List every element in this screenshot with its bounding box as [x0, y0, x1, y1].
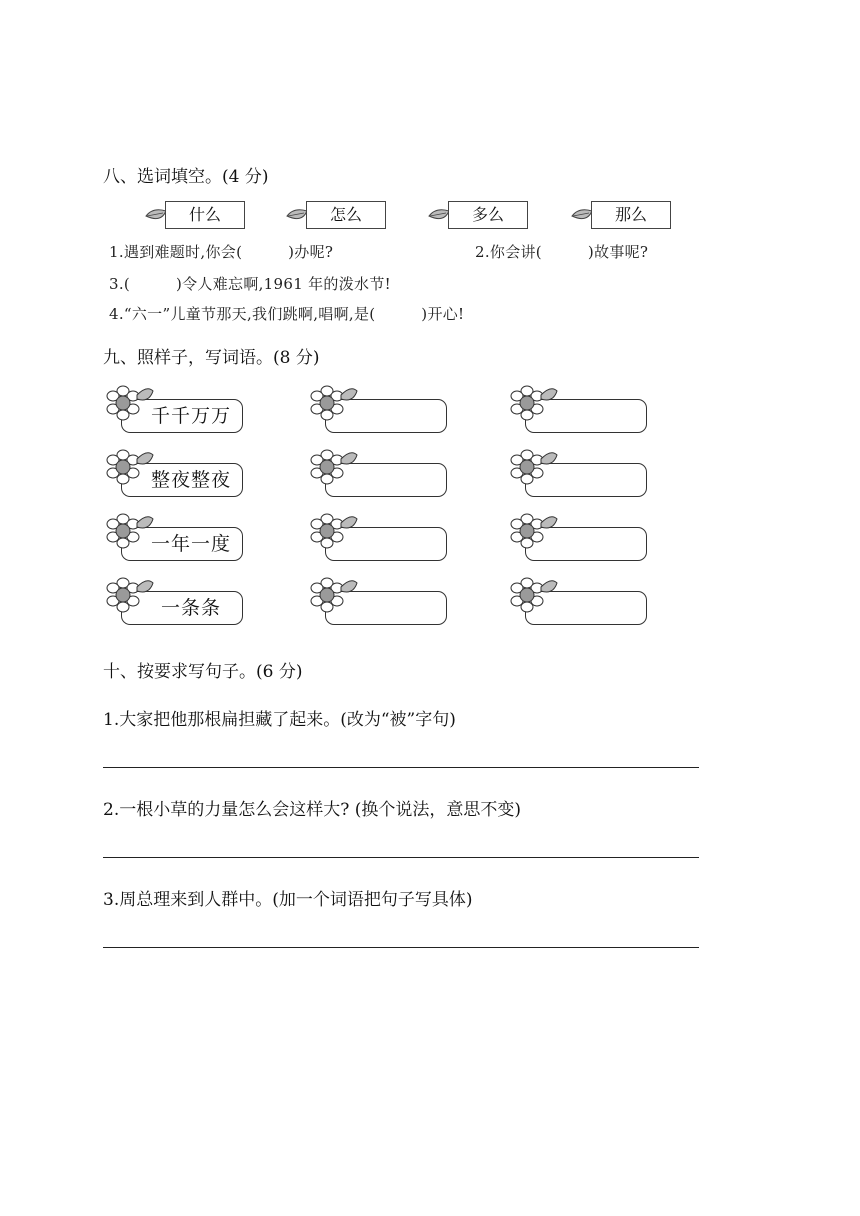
answer-tag[interactable]	[309, 513, 449, 563]
flower-icon	[509, 449, 559, 489]
example-tag-1	[105, 385, 245, 435]
leaf-icon	[145, 207, 167, 225]
word-pattern-grid	[103, 381, 703, 641]
fill-blank-line-4: 4.“六一”儿童节那天,我们跳啊,唱啊,是( )开心!	[109, 305, 465, 323]
flower-icon	[309, 513, 359, 553]
flower-icon	[309, 449, 359, 489]
example-word: 整夜整夜	[150, 469, 231, 491]
answer-tag[interactable]	[309, 577, 449, 627]
flower-icon	[309, 385, 359, 425]
example-word: 一条条	[160, 597, 221, 619]
word-box: 怎么	[306, 201, 386, 229]
answer-tag[interactable]	[509, 385, 649, 435]
section-9-heading: 九、照样子，写词语。(8 分)	[103, 348, 320, 368]
flower-icon	[509, 577, 559, 617]
answer-line-3[interactable]	[103, 947, 699, 948]
flower-icon	[509, 513, 559, 553]
example-tag-2	[105, 449, 245, 499]
fill-blank-line-1: 1.遇到难题时,你会( )办呢?	[109, 243, 334, 261]
example-word: 一年一度	[150, 533, 231, 555]
leaf-icon	[286, 207, 308, 225]
answer-line-2[interactable]	[103, 857, 699, 858]
section-8-heading: 八、选词填空。(4 分)	[103, 167, 269, 187]
answer-tag[interactable]	[509, 577, 649, 627]
leaf-icon	[428, 207, 450, 225]
leaf-icon	[571, 207, 593, 225]
sentence-task-3: 3.周总理来到人群中。(加一个词语把句子写具体)	[103, 890, 473, 910]
example-word: 千千万万	[150, 405, 231, 427]
fill-blank-line-3: 3.( )令人难忘啊,1961 年的泼水节!	[109, 275, 391, 293]
answer-tag[interactable]	[509, 513, 649, 563]
answer-tag[interactable]	[309, 449, 449, 499]
answer-line-1[interactable]	[103, 767, 699, 768]
sentence-task-1: 1.大家把他那根扁担藏了起来。(改为“被”字句)	[103, 710, 456, 730]
sentence-task-2: 2.一根小草的力量怎么会这样大? (换个说法，意思不变)	[103, 800, 522, 820]
fill-blank-line-2: 2.你会讲( )故事呢?	[475, 243, 649, 261]
answer-tag[interactable]	[509, 449, 649, 499]
word-box: 什么	[165, 201, 245, 229]
word-box: 多么	[448, 201, 528, 229]
example-tag-4	[105, 577, 245, 627]
word-choice-panel	[103, 197, 703, 327]
section-10-heading: 十、按要求写句子。(6 分)	[103, 662, 303, 682]
word-box: 那么	[591, 201, 671, 229]
flower-icon	[509, 385, 559, 425]
answer-tag[interactable]	[309, 385, 449, 435]
flower-icon	[309, 577, 359, 617]
example-tag-3	[105, 513, 245, 563]
